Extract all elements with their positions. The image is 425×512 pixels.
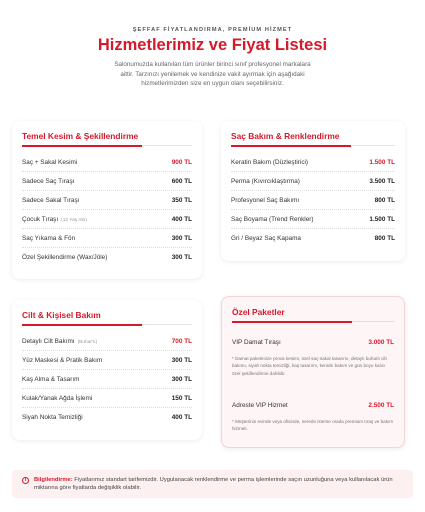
price: 2.500 TL [368, 402, 394, 409]
price: 300 TL [171, 356, 192, 364]
card-skin-care [12, 300, 202, 440]
info-banner [12, 470, 413, 498]
price: 800 TL [374, 196, 395, 204]
price-row: Saç Yıkama & Fön 300 TL [22, 229, 192, 248]
price-row: Profesyonel Saç Bakımı 800 TL [231, 191, 395, 210]
price-row: Saç Boyama (Trend Renkler) 1.500 TL [231, 210, 395, 229]
price: 300 TL [171, 254, 192, 261]
page-title: Hizmetlerimiz ve Fiyat Listesi [97, 36, 328, 54]
price-row: Yüz Maskesi & Pratik Bakım 300 TL [22, 351, 192, 370]
price-row: Siyah Nokta Temizliği 400 TL [22, 414, 192, 421]
price: 1.500 TL [369, 215, 395, 223]
card-title: Saç Bakım & Renklendirme [231, 131, 395, 146]
card-hair-care [221, 121, 405, 261]
info-label: Bilgilendirme: [34, 477, 73, 483]
price: 400 TL [171, 414, 192, 421]
price: 300 TL [171, 234, 192, 242]
price-note: (Buhar’lı) [77, 339, 98, 345]
price-note: (12 Yaş Altı) [61, 217, 87, 223]
price: 700 TL [171, 337, 192, 345]
price: 150 TL [171, 394, 192, 402]
price: 350 TL [171, 196, 192, 204]
price-row: Kaş Alma & Tasarım 300 TL [22, 370, 192, 389]
price-row: Sadece Sakal Tıraşı 350 TL [22, 191, 192, 210]
card-title: Cilt & Kişisel Bakım [22, 310, 192, 325]
price: 400 TL [171, 215, 192, 223]
card-special-packages [221, 296, 405, 448]
price-row: Saç + Sakal Kesimi 900 TL [22, 153, 192, 172]
section-eyebrow: ŞEFFAF FİYATLANDIRMA, PREMİUM HİZMET [132, 27, 293, 33]
price-row: Sadece Saç Tıraşı 600 TL [22, 172, 192, 191]
info-text: Bilgilendirme: Fiyatlarımız standart tarifemizdir. Uygulanacak renklendirme ve perma işlemlerinde saçın uzunluğuna veya kullanılacak ürün miktarına göre fiyatlarda değişiklik olabilir. [34, 477, 393, 492]
price: 1.500 TL [369, 158, 395, 166]
page-subtitle: Salonumuzda kullanılan tüm ürünler birinci sınıf profesyonel markalara aittir. Tarzınızı yenilemek ve kendinize vakit ayırmak için aşağıdaki hizmetlerimizden size en uygun olanı seçebilirsiniz. [114, 61, 311, 88]
package-note: * Damat paketimize prova kesimi, özel saç-sakal tasarımı, detaylı buharlı cilt bakımı, siyah nokta temizliği, kaş tasarımı, keratin bakım ve gün boyu kalıcı özel şekillendirme dahildir. [232, 356, 387, 376]
card-basic-cut [12, 121, 202, 279]
price: 300 TL [171, 375, 192, 383]
price-row: Özel Şekillendirme (Wax/Jöle) 300 TL [22, 254, 192, 261]
package-row-home: Adreste VIP Hizmet 2.500 TL [232, 402, 394, 409]
price-row: Gri / Beyaz Saç Kapama 800 TL [231, 235, 395, 242]
package-note: * Müşterinin evinde veya ofisinde, nerede isterse orada premium tıraş ve bakım hizmeti. [232, 419, 394, 432]
price: 800 TL [374, 235, 395, 242]
card-title: Temel Kesim & Şekillendirme [22, 131, 192, 146]
price-row: Kulak/Yanak Ağda İşlemi 150 TL [22, 389, 192, 408]
card-title: Özel Paketler [232, 307, 394, 322]
package-row-vip: VIP Damat Tıraşı 3.000 TL [232, 339, 394, 346]
price: 600 TL [171, 177, 192, 185]
info-icon: i [22, 477, 29, 484]
price-row: Keratin Bakım (Düzleştirici) 1.500 TL [231, 153, 395, 172]
price: 3.500 TL [369, 177, 395, 185]
price-row: Çocuk Tıraşı (12 Yaş Altı) 400 TL [22, 210, 192, 229]
price: 900 TL [171, 158, 192, 166]
price: 3.000 TL [368, 339, 394, 346]
price-row: Perma (Kıvırcıklaştırma) 3.500 TL [231, 172, 395, 191]
price-row: Detaylı Cilt Bakımı (Buhar’lı) 700 TL [22, 332, 192, 351]
